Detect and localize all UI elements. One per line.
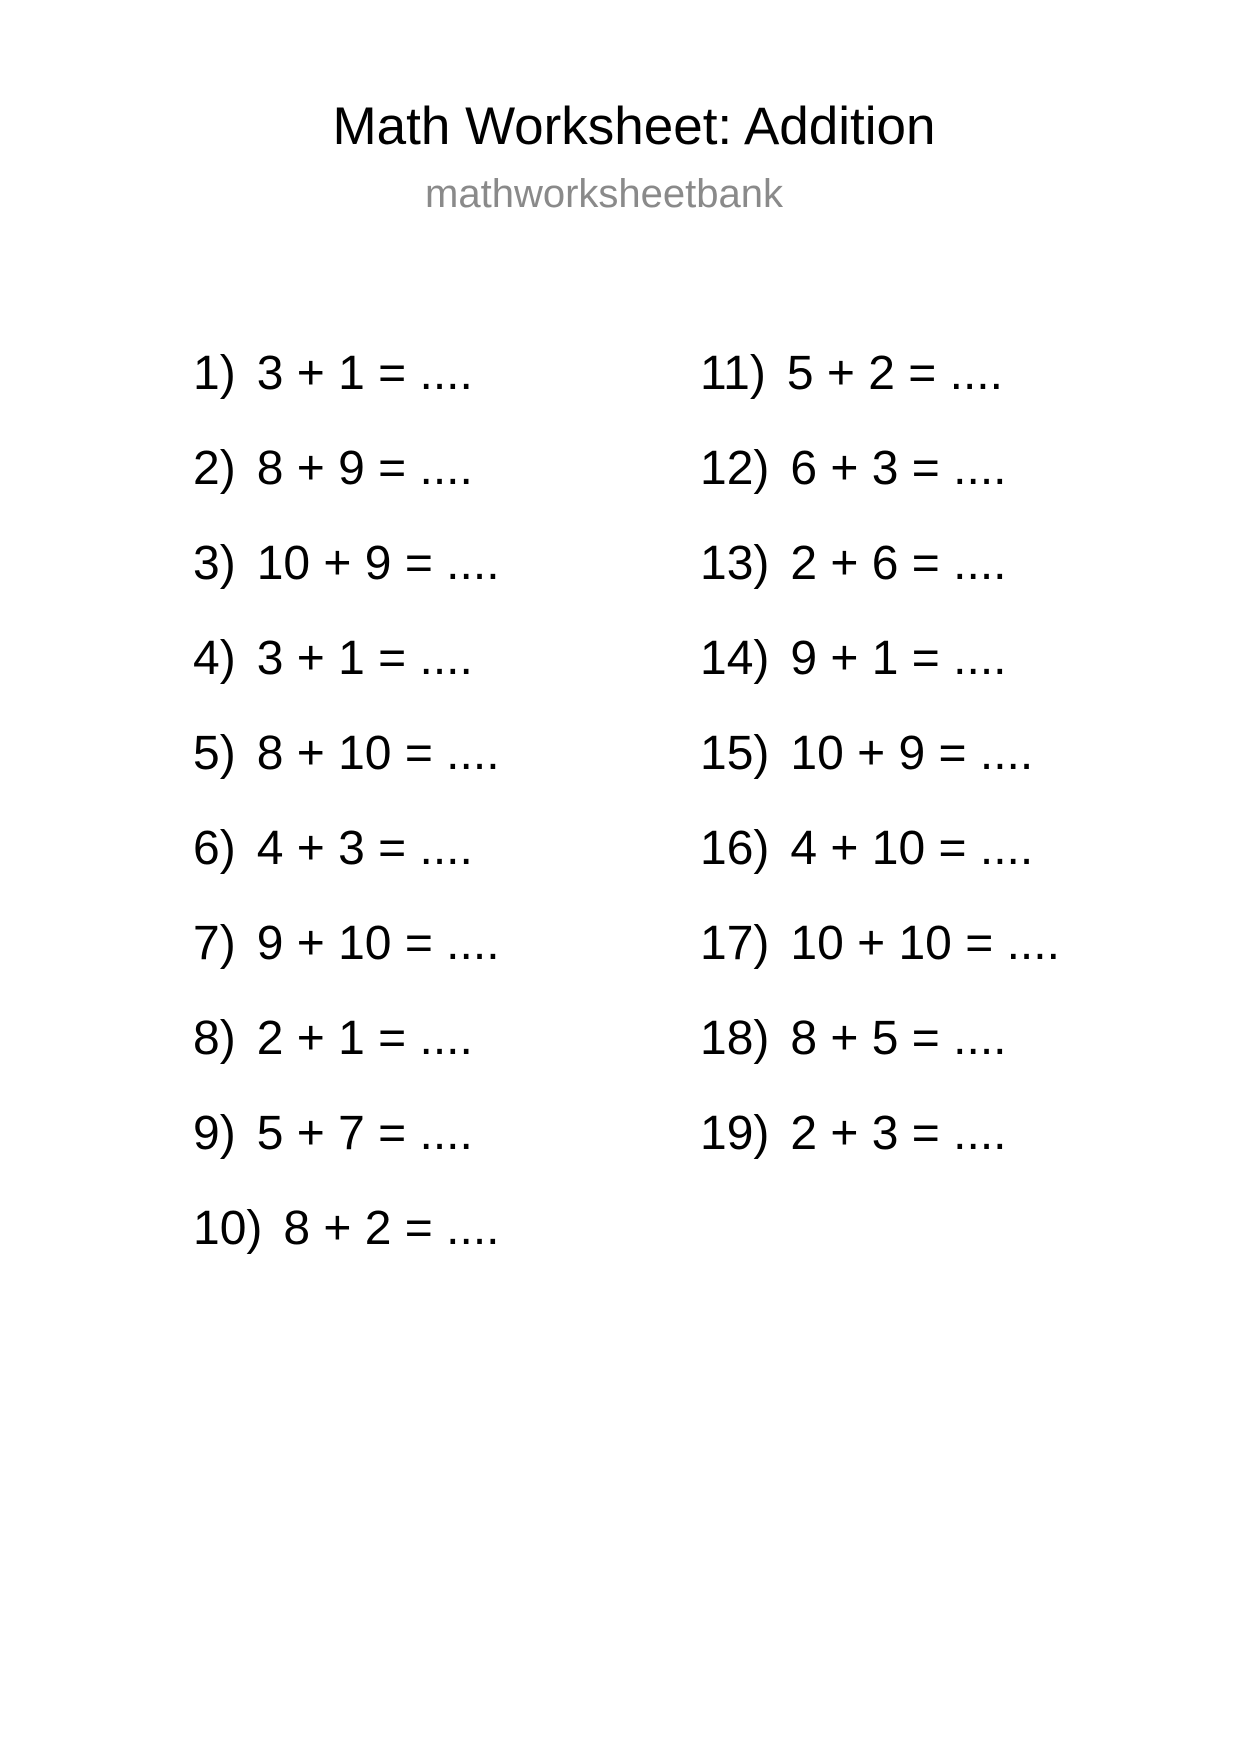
problem-row [193,421,500,516]
problems-right-column [700,326,1060,1181]
problem-number: 11) [700,346,766,400]
problem-number: 13) [700,536,770,590]
problem-row [700,1086,1060,1181]
problem-row [700,991,1060,1086]
problem-expression: 5 + 7 = .... [256,1106,473,1160]
problem-expression: 8 + 2 = .... [283,1201,500,1255]
problem-expression: 2 + 6 = .... [790,536,1007,590]
problem-row [700,706,1060,801]
problem-number: 3) [193,536,236,590]
problem-row [193,1181,500,1276]
problem-row [700,326,1060,421]
problem-row [193,896,500,991]
problem-row [700,421,1060,516]
problem-expression: 6 + 3 = .... [790,441,1007,495]
problem-row [193,991,500,1086]
worksheet-subtitle: mathworksheetbank [425,172,783,216]
problem-row [193,1086,500,1181]
problem-expression: 10 + 9 = .... [256,536,500,590]
problem-expression: 4 + 3 = .... [256,821,473,875]
problem-row [193,326,500,421]
problem-row [193,516,500,611]
problem-number: 15) [700,726,770,780]
problem-number: 5) [193,726,236,780]
problem-number: 16) [700,821,770,875]
problem-row [700,516,1060,611]
problem-expression: 3 + 1 = .... [256,631,473,685]
problem-number: 12) [700,441,770,495]
problem-expression: 9 + 10 = .... [256,916,500,970]
problem-expression: 9 + 1 = .... [790,631,1007,685]
problem-expression: 10 + 9 = .... [790,726,1034,780]
problem-number: 18) [700,1011,770,1065]
problem-number: 17) [700,916,770,970]
worksheet-title: Math Worksheet: Addition [332,97,936,156]
problem-expression: 2 + 3 = .... [790,1106,1007,1160]
problem-row [193,706,500,801]
problem-expression: 8 + 9 = .... [256,441,473,495]
problem-number: 1) [193,346,236,400]
problem-row [700,801,1060,896]
problem-number: 10) [193,1201,263,1255]
problem-number: 2) [193,441,236,495]
problem-expression: 5 + 2 = .... [786,346,1003,400]
problem-row [193,611,500,706]
problems-left-column [193,326,500,1276]
problem-number: 4) [193,631,236,685]
problem-number: 6) [193,821,236,875]
problem-expression: 4 + 10 = .... [790,821,1034,875]
problem-number: 19) [700,1106,770,1160]
problem-expression: 10 + 10 = .... [790,916,1060,970]
problem-expression: 8 + 10 = .... [256,726,500,780]
problem-row [193,801,500,896]
problem-row [700,896,1060,991]
problem-expression: 8 + 5 = .... [790,1011,1007,1065]
problem-expression: 2 + 1 = .... [256,1011,473,1065]
problem-number: 14) [700,631,770,685]
problem-number: 7) [193,916,236,970]
problem-number: 8) [193,1011,236,1065]
problem-row [700,611,1060,706]
problem-expression: 3 + 1 = .... [256,346,473,400]
problem-number: 9) [193,1106,236,1160]
